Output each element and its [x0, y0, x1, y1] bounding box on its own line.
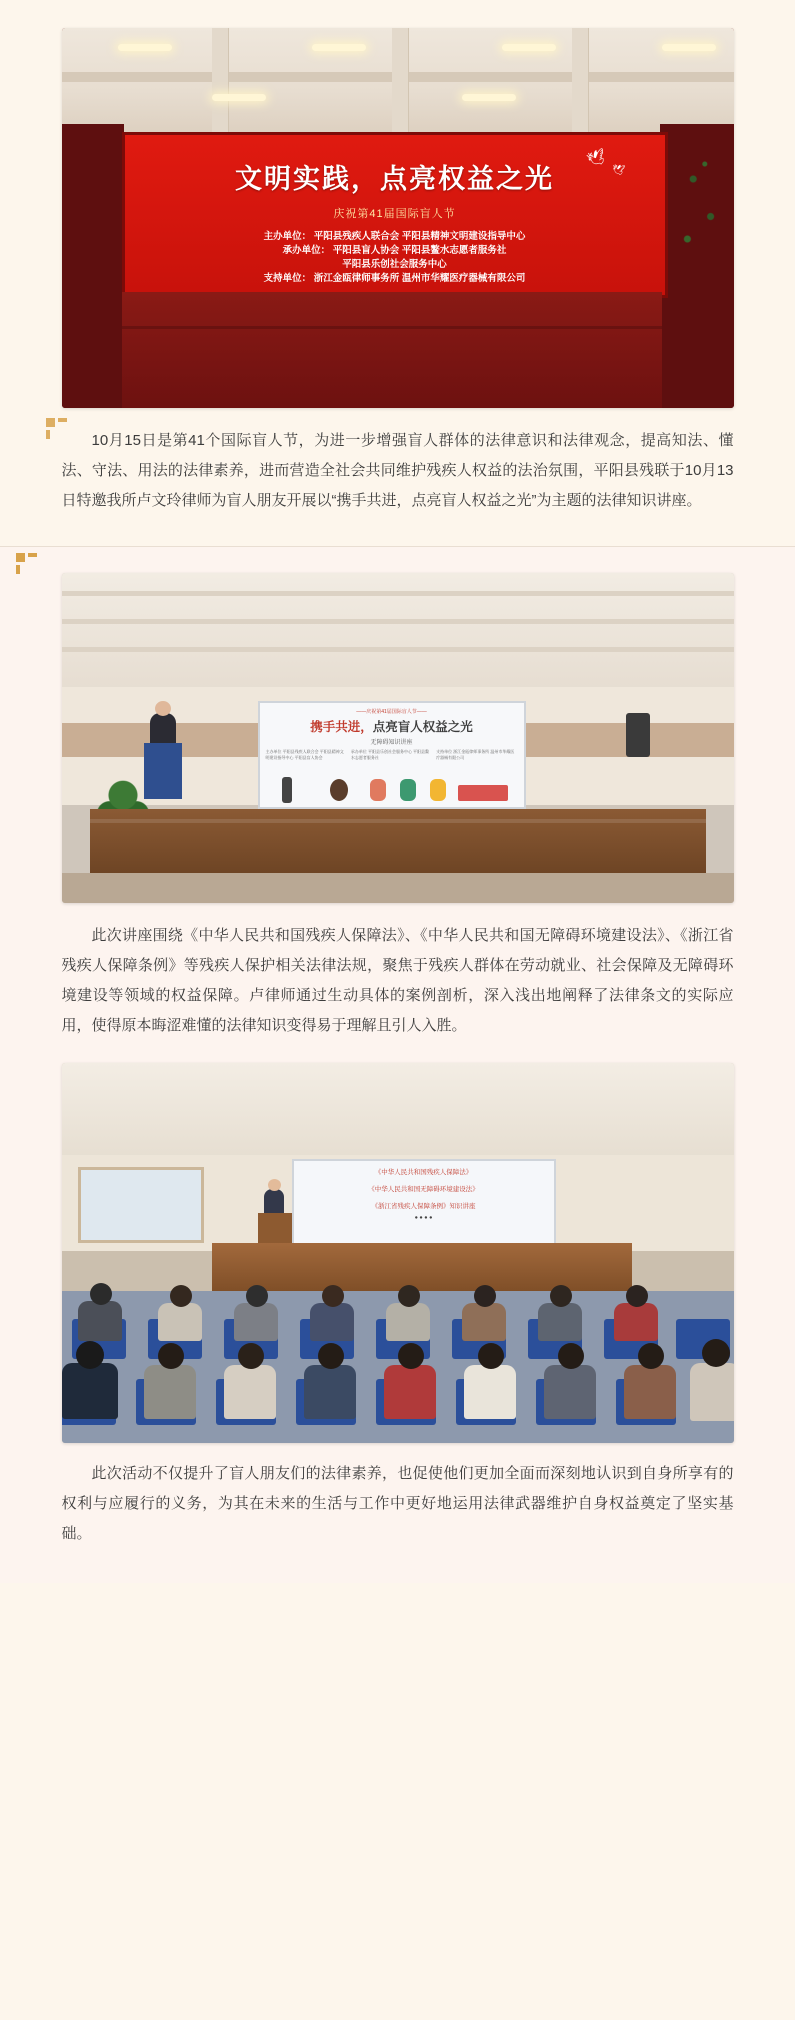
- screen-line-2: 《中华人民共和国无障碍环境建设法》: [368, 1186, 479, 1193]
- ceiling-light: [212, 94, 266, 101]
- screen-title: [260, 717, 524, 735]
- lecture-room-photo: [62, 573, 734, 903]
- window: [78, 1167, 204, 1243]
- dove-icon: 🕊: [611, 164, 626, 177]
- ceiling-light: [312, 44, 366, 51]
- screen-illustration: [260, 769, 524, 803]
- left-wall: [62, 124, 124, 408]
- led-subtitle: 庆祝第41届国际盲人节: [333, 208, 456, 220]
- led-org-line: 支持单位： 浙江金瓯律师事务所 温州市华耀医疗器械有限公司: [263, 273, 526, 284]
- corner-ornament: [46, 418, 68, 440]
- projection-screen: [292, 1159, 556, 1249]
- ceiling: [62, 1063, 734, 1159]
- podium: [144, 743, 182, 799]
- led-org-line: 承办单位： 平阳县盲人协会 平阳县鳌水志愿者服务社: [282, 245, 507, 256]
- dove-icon: 🕊: [585, 147, 609, 170]
- stage-front: [122, 292, 662, 408]
- led-screen: [122, 132, 668, 298]
- screen-org-column: 支持单位 浙江金瓯律师事务所 温州市华耀医疗器械有限公司: [436, 749, 515, 760]
- ceiling-light: [502, 44, 556, 51]
- ceiling-beam: [572, 28, 588, 134]
- led-title: 文明实践，点亮权益之光: [235, 164, 554, 194]
- screen-organizer-columns: [260, 746, 524, 761]
- floor: [62, 873, 734, 903]
- audience-photo: [62, 1063, 734, 1443]
- section-1: [0, 0, 795, 546]
- front-desk: [90, 809, 706, 875]
- ceiling-beam: [212, 28, 228, 134]
- ceiling: [62, 573, 734, 691]
- screen-subtitle: 无障碍知识讲座: [370, 740, 413, 746]
- paragraph-1: 10月15日是第41个国际盲人节，为进一步增强盲人群体的法律意识和法律观念，提高知法、懂法、守法、用法的法律素养，进而营造全社会共同维护残疾人权益的法治氛围，平阳县残联于10月13日特邀我所卢文玲律师为盲人朋友开展以“携手共进，点亮盲人权益之光”为主题的法律知识讲座。: [61, 432, 734, 509]
- screen-title-dark: 点亮盲人权益之光: [372, 720, 473, 734]
- screen-title-red: 携手共进，: [310, 720, 373, 734]
- screen-line-3: 《浙江省残疾人保障条例》知识讲座: [371, 1203, 476, 1210]
- screen-line-1: 《中华人民共和国残疾人保障法》: [374, 1169, 473, 1176]
- ceiling-light: [662, 44, 716, 51]
- ceiling-light: [462, 94, 516, 101]
- projection-screen: [258, 701, 526, 809]
- ceiling-beam: [392, 28, 408, 134]
- corner-ornament: [16, 553, 38, 575]
- right-wall-with-plant: [660, 124, 734, 408]
- paragraph-3: 此次活动不仅提升了盲人朋友们的法律素养，也促使他们更加全面而深刻地认识到自身所享有的权利与应履行的义务，为其在未来的生活与工作中更好地运用法律武器维护自身权益奠定了坚实基础。: [61, 1465, 734, 1542]
- screen-org-column: 承办单位 平阳县乐创社会服务中心 平阳县鳌水志愿者服务社: [350, 749, 430, 760]
- screen-eyebrow: ——庆祝第41届国际盲人节——: [356, 709, 427, 715]
- audience-seating: [62, 1293, 734, 1443]
- led-org-line: 主办单位： 平阳县残疾人联合会 平阳县精神文明建设指导中心: [263, 231, 526, 242]
- stage-led-screen-photo: [62, 28, 734, 408]
- paragraph-2: 此次讲座围绕《中华人民共和国残疾人保障法》、《中华人民共和国无障碍环境建设法》、《浙江省残疾人保障条例》等残疾人保护相关法律法规，聚焦于残疾人群体在劳动就业、社会保障及无障碍环境建设等领域的权益保障。卢律师通过生动具体的案例剖析，深入浅出地阐释了法律条文的实际应用，使得原本晦涩难懂的法律知识变得易于理解且引人入胜。: [61, 927, 734, 1034]
- wall-speaker: [626, 713, 650, 757]
- screen-illustration-row: ● ● ● ●: [414, 1215, 433, 1221]
- ceiling-light: [118, 44, 172, 51]
- led-organizers: [264, 230, 526, 286]
- screen-org-column: 主办单位 平阳县残疾人联合会 平阳县精神文明建设指导中心 平阳县盲人协会: [265, 749, 344, 760]
- section-2: [0, 547, 795, 1583]
- led-org-line: 平阳县乐创社会服务中心: [342, 259, 447, 270]
